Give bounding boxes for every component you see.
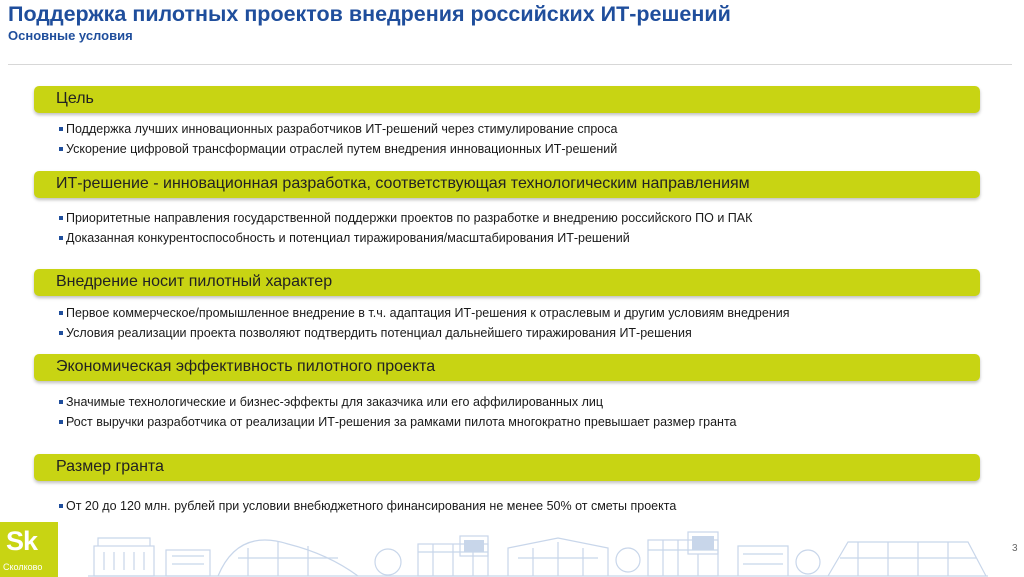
section-heading: ИТ-решение - инновационная разработка, соответствующая технологическим направлениям [56, 175, 750, 192]
list-item: Рост выручки разработчика от реализации ИТ-решения за рамками пилота многократно превышает размер гранта [59, 415, 737, 429]
sk-sign-icon [464, 540, 484, 552]
logo-text: Сколково [3, 562, 43, 572]
list-item: Доказанная конкурентоспособность и потенциал тиражирования/масштабирования ИТ-решений [59, 231, 630, 245]
section-it-solution-header [34, 171, 980, 198]
bullet-icon [59, 331, 63, 335]
logo-mark: Sk [6, 526, 38, 556]
list-item: Условия реализации проекта позволяют подтвердить потенциал дальнейшего тиражирования ИТ-решения [59, 326, 692, 340]
bullet-icon [59, 400, 63, 404]
skolkovo-logo [0, 522, 58, 577]
list-item: Первое коммерческое/промышленное внедрение в т.ч. адаптация ИТ-решения к отраслевым и другим условиям внедрения [59, 306, 789, 320]
section-goal-header [34, 86, 980, 113]
bullet-icon [59, 311, 63, 315]
page-subtitle: Основные условия [8, 28, 133, 43]
list-item: От 20 до 120 млн. рублей при условии внебюджетного финансирования не менее 50% от сметы проекта [59, 499, 676, 513]
sk-sign-icon [692, 536, 714, 550]
section-heading: Экономическая эффективность пилотного проекта [56, 358, 436, 375]
page-number: 3 [1012, 543, 1018, 554]
bullet-icon [59, 236, 63, 240]
header-divider [8, 64, 1012, 65]
list-item: Значимые технологические и бизнес-эффекты для заказчика или его аффилированных лиц [59, 395, 603, 409]
list-item: Поддержка лучших инновационных разработчиков ИТ-решений через стимулирование спроса [59, 122, 617, 136]
list-item: Ускорение цифровой трансформации отраслей путем внедрения инновационных ИТ-решений [59, 142, 617, 156]
section-efficiency-header [34, 354, 980, 381]
city-skyline-illustration [88, 518, 988, 577]
bullet-icon [59, 504, 63, 508]
section-heading: Внедрение носит пилотный характер [56, 273, 333, 290]
section-heading: Размер гранта [56, 458, 164, 475]
section-pilot-header [34, 269, 980, 296]
bullet-icon [59, 127, 63, 131]
list-item: Приоритетные направления государственной поддержки проектов по разработке и внедрению российского ПО и ПАК [59, 211, 752, 225]
page-title: Поддержка пилотных проектов внедрения российских ИТ-решений [8, 2, 731, 26]
bullet-icon [59, 147, 63, 151]
section-heading: Цель [56, 90, 94, 107]
bullet-icon [59, 216, 63, 220]
bullet-icon [59, 420, 63, 424]
section-grant-size-header [34, 454, 980, 481]
